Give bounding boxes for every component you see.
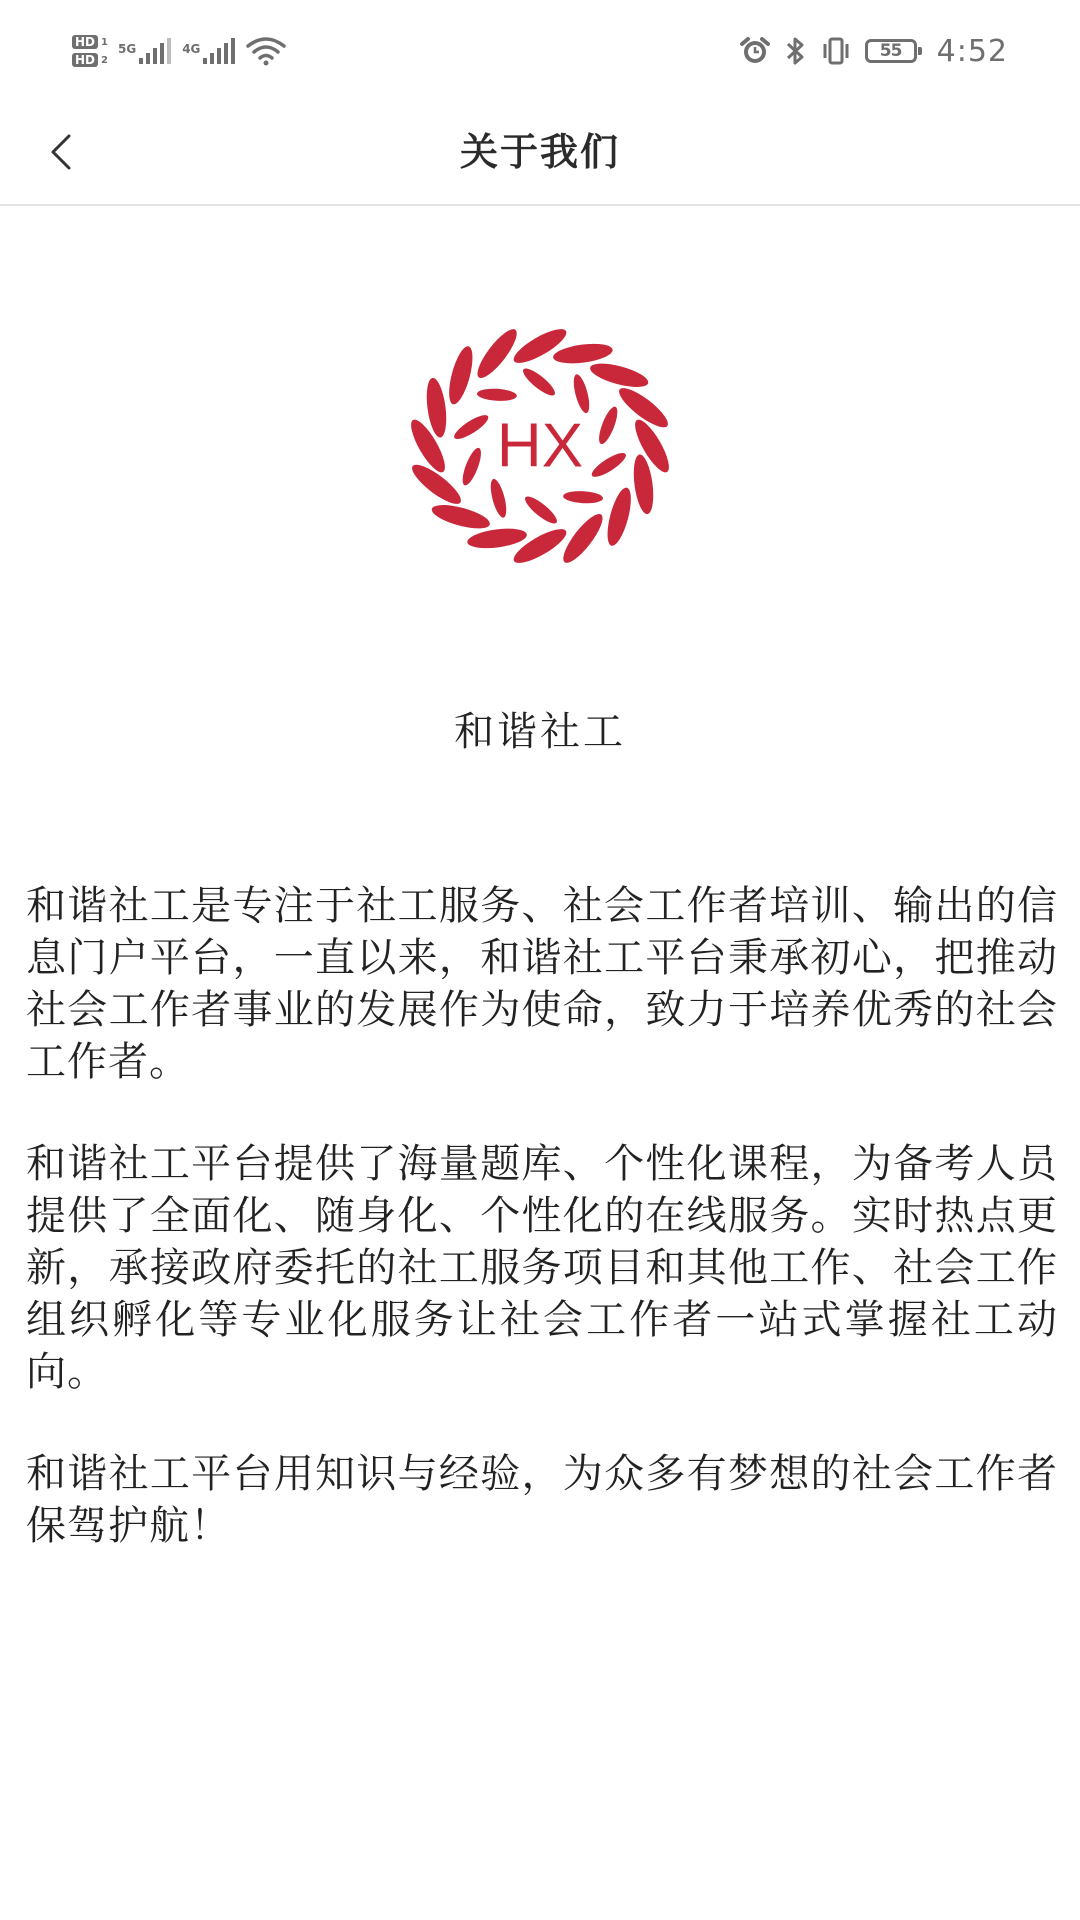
nav-bar: [0, 100, 1080, 206]
network-5g: [118, 36, 172, 66]
app-name: 和谐社工: [454, 709, 626, 755]
sim-indicators: [72, 35, 108, 67]
intro-paragraph: 和谐社工是专注于社工服务、社会工作者培训、输出的信息门户平台，一直以来，和谐社工平台秉承初心，把推动社会工作者事业的发展作为使命，致力于培养优秀的社会工作者。: [26, 883, 1058, 1085]
sim2-indicator: [72, 53, 108, 67]
hd-badge: HD: [72, 53, 98, 67]
bluetooth-icon: [785, 36, 807, 66]
page-title: 关于我们: [459, 130, 620, 174]
intro-paragraph: 和谐社工平台提供了海量题库、个性化课程，为备考人员提供了全面化、随身化、个性化的在线服务。实时热点更新，承接政府委托的社工服务项目和其他工作、社会工作组织孵化等专业化服务让社会工作者一站式掌握社工动向。: [26, 1141, 1058, 1395]
wifi-icon: [246, 36, 286, 66]
logo-swoosh: [451, 411, 491, 443]
logo-swoosh: [603, 485, 636, 548]
intro-paragraph: 和谐社工平台用知识与经验，为众多有梦想的社会工作者保驾护航！: [26, 1451, 1058, 1549]
sim1-indicator: [72, 35, 108, 49]
vibrate-icon: [821, 36, 851, 66]
logo-swoosh: [424, 377, 450, 439]
logo-swoosh: [472, 324, 523, 383]
logo-swoosh: [557, 509, 608, 568]
app-logo: [392, 318, 688, 578]
network-type-label: 4G: [182, 42, 201, 56]
logo-swoosh: [466, 526, 528, 552]
chevron-left-icon: [45, 132, 75, 172]
logo-swoosh: [595, 405, 621, 447]
battery-icon: [865, 39, 917, 63]
logo-swoosh: [588, 359, 651, 392]
network-type-label: 5G: [117, 42, 137, 56]
sim-index: 1: [101, 36, 108, 48]
network-4g: [182, 36, 236, 66]
logo-swoosh: [429, 500, 492, 533]
clock: 4:52: [936, 33, 1008, 69]
hd-badge: HD: [72, 35, 98, 49]
sim-index: 2: [101, 54, 108, 66]
signal-icon: [202, 36, 236, 66]
logo-swoosh: [552, 341, 614, 367]
logo-swoosh: [522, 493, 561, 528]
logo-swoosh: [444, 344, 477, 407]
back-button[interactable]: [30, 122, 90, 182]
logo-swoosh: [589, 449, 629, 481]
logo-swoosh: [459, 446, 485, 488]
logo-swoosh: [477, 388, 518, 402]
logo-swoosh: [563, 490, 604, 504]
signal-icon: [138, 36, 172, 66]
battery-level: 55: [879, 41, 902, 61]
logo-swoosh: [488, 477, 510, 519]
alarm-icon: [739, 36, 771, 66]
status-bar: [0, 0, 1080, 100]
logo-text: HX: [496, 411, 584, 481]
status-bar-left: [72, 26, 286, 76]
intro-text: [26, 880, 1058, 1602]
logo-swoosh: [631, 453, 657, 515]
status-bar-right: [739, 26, 1008, 76]
logo-swoosh: [520, 365, 559, 400]
logo-swoosh: [571, 373, 593, 415]
